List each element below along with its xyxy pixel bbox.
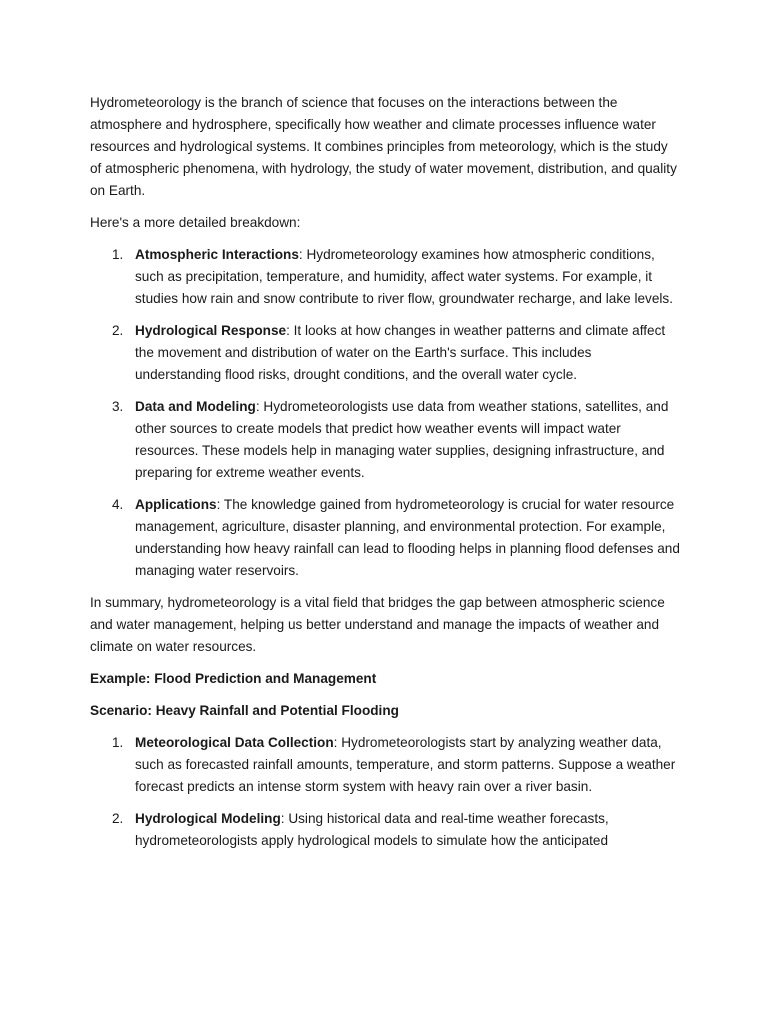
example-heading: Example: Flood Prediction and Management	[90, 671, 377, 686]
list-item-text: : It looks at how changes in weather patterns and climate affect the movement and distribution of water on the Earth's surface. This includes understanding flood risks, drought conditions, and the overall water cycle.	[135, 323, 666, 382]
list-item-term: Data and Modeling	[135, 399, 256, 414]
document-page	[90, 92, 680, 862]
summary-paragraph: In summary, hydrometeorology is a vital field that bridges the gap between atmospheric science and water management, helping us better understand and manage the impacts of weather and climate on water resources.	[90, 595, 665, 654]
list-item-text: : Hydrometeorologists use data from weather stations, satellites, and other sources to create models that predict how weather events will impact water resources. These models help in managing water supplies, designing infrastructure, and preparing for extreme weather events.	[135, 399, 669, 480]
list-number: 4.	[112, 497, 124, 512]
steps-list	[90, 732, 680, 852]
list-item	[112, 244, 680, 310]
list-item-term: Meteorological Data Collection	[135, 735, 334, 750]
list-item-term: Atmospheric Interactions	[135, 247, 299, 262]
list-item	[112, 320, 680, 386]
breakdown-list	[90, 244, 680, 582]
list-item	[112, 808, 680, 852]
list-number: 1.	[112, 247, 124, 262]
list-item-text: : Hydrometeorologists start by analyzing weather data, such as forecasted rainfall amounts, temperature, and storm patterns. Suppose a weather forecast predicts an intense storm system with heavy rain over a river basin.	[135, 735, 676, 794]
list-item-text: : Using historical data and real-time weather forecasts, hydrometeorologists apply hydrological models to simulate how the anticipated	[135, 811, 609, 848]
list-item-term: Hydrological Modeling	[135, 811, 281, 826]
list-item-term: Applications	[135, 497, 217, 512]
breakdown-intro: Here's a more detailed breakdown:	[90, 215, 301, 230]
list-number: 1.	[112, 735, 124, 750]
list-item-text: : The knowledge gained from hydrometeorology is crucial for water resource management, agriculture, disaster planning, and environmental protection. For example, understanding how heavy rainfall can lead to flooding helps in planning flood defenses and managing water reservoirs.	[135, 497, 680, 578]
scenario-heading: Scenario: Heavy Rainfall and Potential Flooding	[90, 703, 399, 718]
list-item-text: : Hydrometeorology examines how atmospheric conditions, such as precipitation, temperature, and humidity, affect water systems. For example, it studies how rain and snow contribute to river flow, groundwater recharge, and lake levels.	[135, 247, 674, 306]
list-number: 2.	[112, 323, 124, 338]
list-item-term: Hydrological Response	[135, 323, 287, 338]
list-item	[112, 494, 680, 582]
list-number: 3.	[112, 399, 124, 414]
list-item	[112, 732, 680, 798]
list-number: 2.	[112, 811, 124, 826]
list-item	[112, 396, 680, 484]
intro-paragraph: Hydrometeorology is the branch of science that focuses on the interactions between the atmosphere and hydrosphere, specifically how weather and climate processes influence water resources and hydrological systems. It combines principles from meteorology, which is the study of atmospheric phenomena, with hydrology, the study of water movement, distribution, and quality on Earth.	[90, 95, 677, 198]
